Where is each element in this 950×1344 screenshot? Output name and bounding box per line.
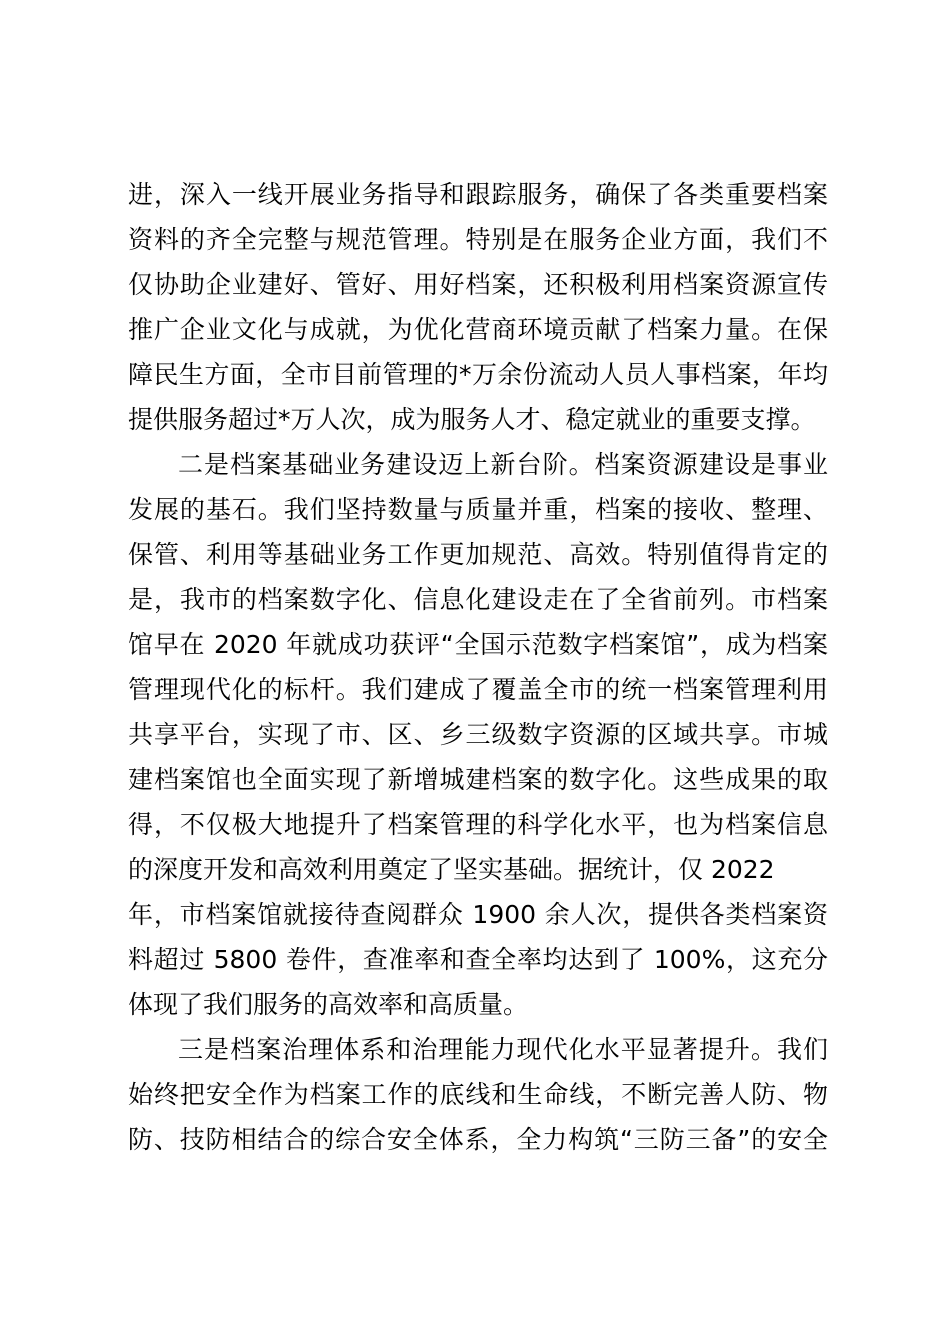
text-line: 防、技防相结合的综合安全体系，全力构筑“三防三备”的安全 — [128, 1125, 828, 1154]
text-line: 得，不仅极大地提升了档案管理的科学化水平，也为档案信息 — [128, 810, 828, 839]
text-line: 体现了我们服务的高效率和高质量。 — [128, 990, 529, 1019]
paragraph-first-line: 二是档案基础业务建设迈上新台阶。档案资源建设是事业 — [178, 450, 828, 479]
text-line: 是，我市的档案数字化、信息化建设走在了全省前列。市档案 — [128, 585, 828, 614]
text-line: 资料的齐全完整与规范管理。特别是在服务企业方面，我们不 — [128, 225, 828, 254]
text-line: 年，市档案馆就接待查阅群众 1900 余人次，提供各类档案资 — [128, 900, 828, 929]
body-text — [128, 172, 828, 1162]
paragraph-first-line: 三是档案治理体系和治理能力现代化水平显著提升。我们 — [178, 1035, 828, 1064]
text-line: 始终把安全作为档案工作的底线和生命线，不断完善人防、物 — [128, 1080, 828, 1109]
text-line: 保管、利用等基础业务工作更加规范、高效。特别值得肯定的 — [128, 540, 828, 569]
text-line: 发展的基石。我们坚持数量与质量并重，档案的接收、整理、 — [128, 495, 828, 524]
text-line: 障民生方面，全市目前管理的*万余份流动人员人事档案，年均 — [128, 360, 828, 389]
text-line: 馆早在 2020 年就成功获评“全国示范数字档案馆”，成为档案 — [128, 630, 828, 659]
text-line: 推广企业文化与成就，为优化营商环境贡献了档案力量。在保 — [128, 315, 828, 344]
text-line: 提供服务超过*万人次，成为服务人才、稳定就业的重要支撑。 — [128, 405, 816, 434]
text-line: 的深度开发和高效利用奠定了坚实基础。据统计，仅 2022 — [128, 855, 775, 884]
text-line: 仅协助企业建好、管好、用好档案，还积极利用档案资源宣传 — [128, 270, 828, 299]
text-line: 进，深入一线开展业务指导和跟踪服务，确保了各类重要档案 — [128, 180, 828, 209]
text-line: 管理现代化的标杆。我们建成了覆盖全市的统一档案管理利用 — [128, 675, 828, 704]
text-line: 建档案馆也全面实现了新增城建档案的数字化。这些成果的取 — [128, 765, 828, 794]
text-line: 共享平台，实现了市、区、乡三级数字资源的区域共享。市城 — [128, 720, 828, 749]
text-line: 料超过 5800 卷件，查准率和查全率均达到了 100%，这充分 — [128, 945, 828, 974]
